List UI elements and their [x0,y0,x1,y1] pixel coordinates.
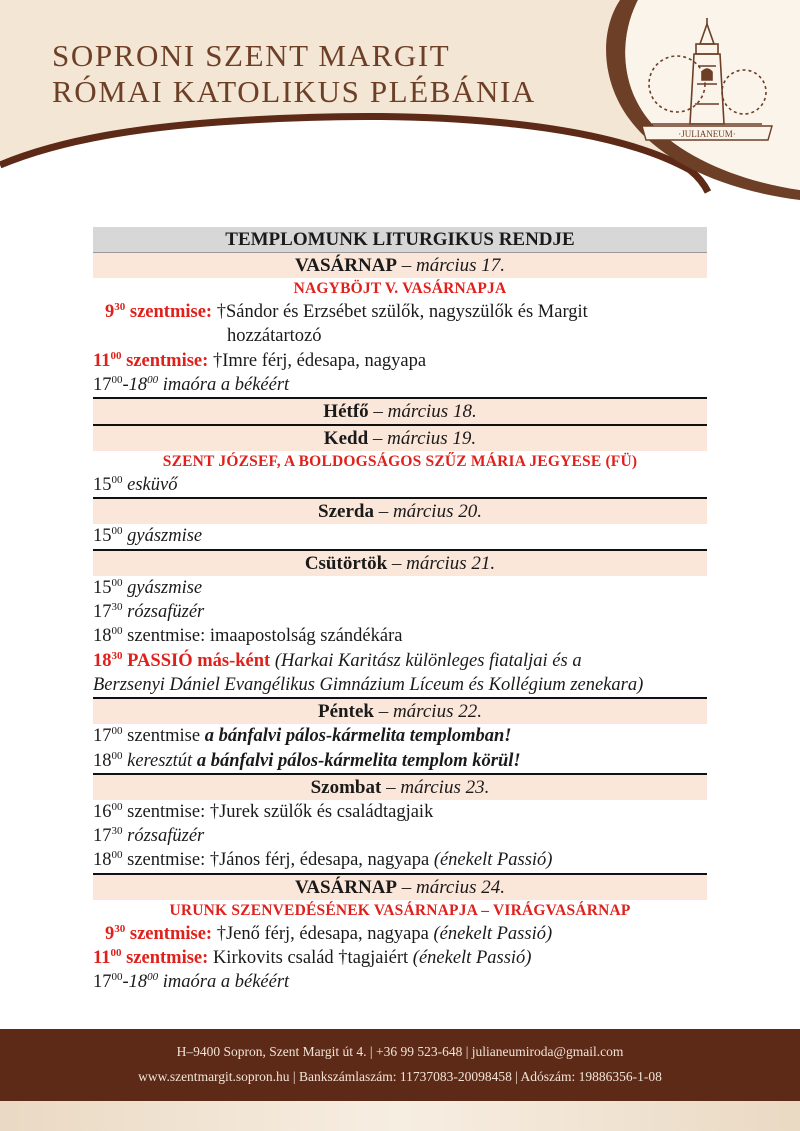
footer [0,1029,800,1101]
day-header-thursday: Csütörtök – március 21. [93,549,707,576]
day-header-tuesday: Kedd – március 19. [93,424,707,451]
mass-line: $9^{30}$ szentmise: †Sándor és Erzsébet szülők, nagyszülők és Margit [105,300,588,322]
logo-text: ·JULIANEUM· [678,129,736,139]
feast-title: SZENT JÓZSEF, A BOLDOGSÁGOS SZŰZ MÁRIA JEGYESE (FÜ) [162,453,638,471]
event-line: $18^{00}$ keresztút a bánfalvi pálos-kármelita templom körül! [93,749,521,771]
event-line: $18^{30}$ PASSIÓ más-ként (Harkai Karitász különleges fiataljai és a [93,649,582,671]
event-line: $16^{00}$ szentmise: †Jurek szülők és családtagjaik [93,800,434,822]
event-line-cont: Berzsenyi Dániel Evangélikus Gimnázium Líceum és Kollégium zenekara) [93,674,644,695]
title-line-2: RÓMAI KATOLIKUS PLÉBÁNIA [52,74,536,109]
day-header-saturday: Szombat – március 23. [93,773,707,800]
parish-title [52,38,536,110]
bell-tower-logo [632,14,782,164]
day-header-monday: Hétfő – március 18. [93,397,707,424]
day-header-friday: Péntek – március 22. [93,697,707,724]
mass-line-cont: hozzátartozó [227,326,322,347]
day-header-wednesday: Szerda – március 20. [93,497,707,524]
event-line: $18^{00}$ szentmise: †János férj, édesapa, nagyapa (énekelt Passió) [93,849,553,871]
event-line: $15^{00}$ gyászmise [93,525,203,547]
mass-line: $9^{30}$ szentmise: †Jenő férj, édesapa, nagyapa (énekelt Passió) [105,922,553,944]
footer-contact: H–9400 Sopron, Szent Margit út 4. | +36 99 523-648 | julianeumiroda@gmail.com [176,1044,624,1059]
feast-title: NAGYBÖJT V. VASÁRNAPJA [293,280,507,297]
event-line: $17^{30}$ rózsafüzér [93,600,205,623]
prayer-line: $17^{00}-18^{00}$ imaóra a békéért [93,373,290,395]
prayer-line: $17^{00}-18^{00}$ imaóra a békéért [93,971,290,993]
day-header-sunday-2: VASÁRNAP – március 24. [93,873,707,900]
feast-title: URUNK SZENVEDÉSÉNEK VASÁRNAPJA – VIRÁGVASÁRNAP [169,901,631,919]
schedule-heading: TEMPLOMUNK LITURGIKUS RENDJE [93,227,707,253]
liturgy-schedule [93,227,707,995]
day-header-sunday-1: VASÁRNAP – március 17. [93,253,707,278]
event-line: $17^{30}$ rózsafüzér [93,825,205,847]
mass-line: $11^{00}$ szentmise: †Imre férj, édesapa, nagyapa [93,349,427,371]
event-line: $15^{00}$ gyászmise [93,576,203,598]
event-line: $18^{00}$ szentmise: imaapostolság szándékára [93,625,403,647]
mass-line: $11^{00}$ szentmise: Kirkovits család †tagjaiért (énekelt Passió) [93,946,532,969]
event-line: $17^{00}$ szentmise a bánfalvi pálos-kármelita templomban! [93,725,512,747]
title-line-1: SOPRONI SZENT MARGIT [52,38,451,73]
event-line: $15^{00}$ esküvő [93,474,178,496]
footer-strip [0,1101,800,1131]
footer-bank-info: www.szentmargit.sopron.hu | Bankszámlaszám: 11737083-20098458 | Adószám: 19886356-1-08 [138,1069,662,1084]
